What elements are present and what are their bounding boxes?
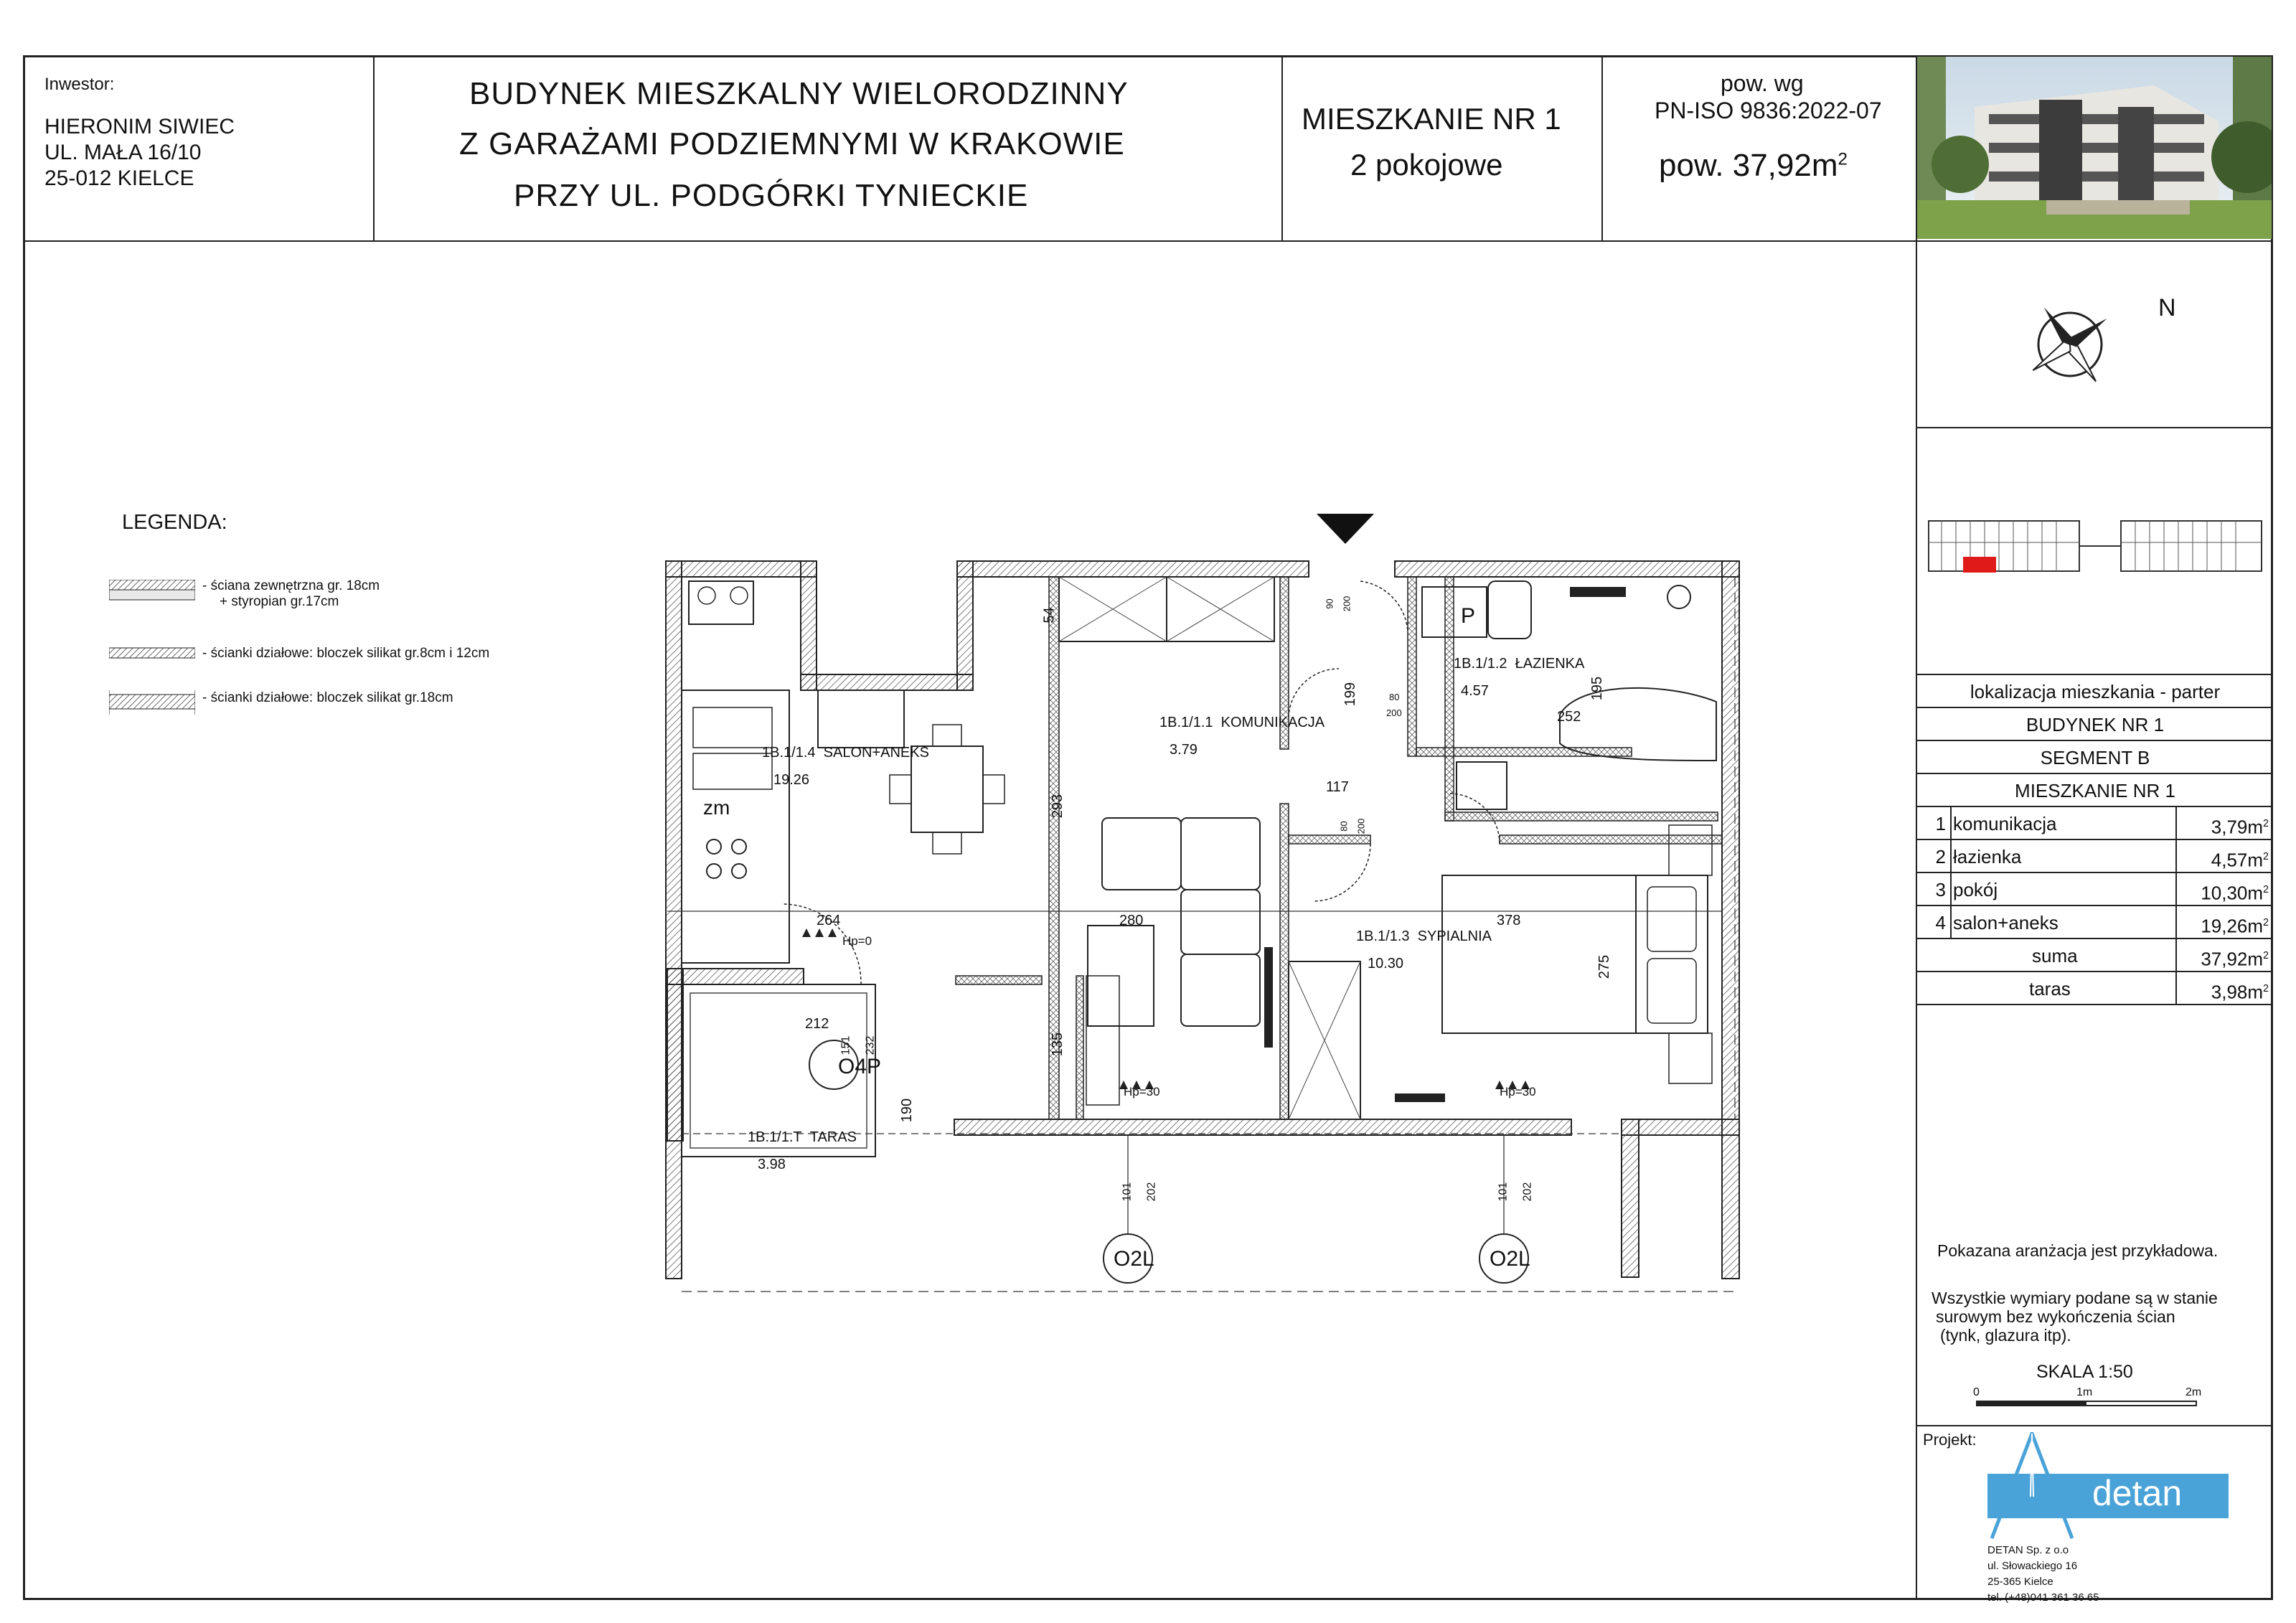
info-building: BUDYNEK NR 1 [1917, 707, 2273, 741]
floor-plan [646, 502, 1751, 1299]
dim-264: 264 [817, 913, 841, 928]
dim-90: 90 [1324, 598, 1335, 609]
room-area: $10,30m^2$ [2201, 882, 2269, 904]
scale-tick-2: 2m [2186, 1386, 2202, 1398]
room-label-sypialnia: 1B.1/1.3 SYPIALNIA [1356, 928, 1492, 944]
dim-80: 80 [1389, 692, 1400, 702]
room-area-taras: 3.98 [758, 1157, 786, 1172]
room-name: komunikacja [1953, 813, 2057, 834]
apartment-title: MIESZKANIE NR 1 [1302, 102, 1561, 136]
company-name: DETAN Sp. z o.o [1987, 1544, 2069, 1556]
info-segment: SEGMENT B [1917, 740, 2273, 774]
title-line-2: Z GARAŻAMI PODZIEMNYMI W KRAKOWIE [459, 126, 1125, 161]
scale-label: SKALA 1:50 [2036, 1362, 2133, 1382]
entrance-arrow-icon [1317, 514, 1374, 544]
area-label-2: PN-ISO 9836:2022-07 [1655, 98, 1882, 123]
dim-202-b: 202 [1521, 1182, 1534, 1202]
dim-252: 252 [1557, 709, 1581, 725]
legend-item-3: - ścianki działowe: bloczek silikat gr.18cm [202, 690, 453, 705]
area-value [1659, 148, 1848, 184]
room-row-4 [1917, 905, 2273, 939]
legend-title: LEGENDA: [122, 511, 227, 534]
dim-117: 117 [1326, 779, 1349, 795]
hp-label-terrace-door: Hp=0 [842, 934, 872, 948]
terrace-value: $3,98m^2$ [2211, 981, 2269, 1003]
legend-item-1-line-1: - ściana zewnętrzna gr. 18cm [202, 578, 380, 593]
dim-378: 378 [1497, 913, 1521, 928]
scale-bar [1976, 1401, 2197, 1406]
dim-280: 280 [1119, 913, 1144, 928]
room-name: łazienka [1953, 846, 2022, 867]
investor-label: Inwestor: [44, 75, 115, 94]
scale-tick-1: 1m [2076, 1386, 2093, 1398]
dim-80-b: 80 [1338, 821, 1350, 832]
table-bottom-line [1917, 1004, 2273, 1005]
area-label-1: pow. wg [1721, 70, 1804, 96]
dim-200-c: 200 [1355, 818, 1367, 834]
window-o2l-b: O2L [1490, 1247, 1530, 1271]
sum-value: $37,92m^2$ [2201, 948, 2269, 970]
building-rendering-image [1917, 57, 2272, 239]
note-dims-3: (tynk, glazura itp). [1940, 1326, 2071, 1345]
terrace-label: taras [2029, 978, 2071, 999]
dim-212: 212 [805, 1016, 829, 1032]
room-no: 3 [1935, 879, 1946, 900]
keyplan-top-line [1917, 427, 2273, 428]
room-area: $4,57m^2$ [2211, 849, 2269, 871]
room-area-komunikacja: 3.79 [1170, 742, 1198, 758]
dim-199: 199 [1342, 682, 1359, 707]
room-name: pokój [1953, 879, 1998, 900]
note-dims-1: Wszystkie wymiary podane są w stanie [1932, 1289, 2218, 1307]
area-value-text: pow. 37,92m [1659, 148, 1838, 183]
terrace-row [1917, 971, 2273, 1005]
room-label-komunikacja: 1B.1/1.1 KOMUNIKACJA [1159, 715, 1325, 730]
legend-swatch-exterior [109, 580, 195, 601]
header-col-3 [1601, 55, 1603, 240]
hp-label-window-b: Hp=30 [1500, 1085, 1536, 1099]
window-o4p: O4P [838, 1055, 882, 1078]
dim-101-b: 101 [1497, 1182, 1510, 1202]
room-area-lazienka: 4.57 [1461, 683, 1489, 699]
room-area: $19,26m^2$ [2201, 915, 2269, 937]
dim-293: 293 [1050, 794, 1066, 819]
note-dims-2: surowym bez wykończenia ścian [1936, 1307, 2175, 1326]
project-top-line [1917, 1425, 2273, 1426]
info-apartment: MIESZKANIE NR 1 [1917, 773, 2273, 807]
compass-top-line [1917, 240, 2273, 242]
room-label-salon: 1B.1/1.4 SALON+ANEKS [762, 745, 929, 761]
dim-232: 232 [864, 1035, 877, 1055]
apartment-rooms: 2 pokojowe [1350, 148, 1503, 182]
legend-swatch-partition-thick [109, 690, 195, 716]
room-row-1 [1917, 806, 2273, 840]
room-label-taras: 1B.1/1.T TARAS [748, 1129, 857, 1145]
dim-101-a: 101 [1121, 1182, 1134, 1202]
info-location: lokalizacja mieszkania - parter [1917, 674, 2273, 708]
window-o2l-a: O2L [1114, 1247, 1154, 1271]
room-no: 1 [1935, 813, 1946, 834]
scale-tick-0: 0 [1973, 1386, 1980, 1398]
dim-200: 200 [1341, 596, 1352, 612]
sum-label: suma [2032, 945, 2078, 966]
company-phone: tel. (+48)041 361 36 65 [1987, 1591, 2099, 1604]
room-no: 4 [1935, 912, 1946, 933]
room-no: 2 [1935, 846, 1946, 867]
company-city: 25-365 Kielce [1987, 1576, 2053, 1588]
title-line-1: BUDYNEK MIESZKALNY WIELORODZINNY [469, 76, 1129, 111]
company-street: ul. Słowackiego 16 [1987, 1560, 2078, 1572]
gas-meter-label: zm [703, 796, 730, 819]
legend-item-2: - ścianki działowe: bloczek silikat gr.8cm i 12cm [202, 646, 490, 661]
project-label: Projekt: [1923, 1431, 1977, 1449]
detan-logo-text: detan [2092, 1473, 2183, 1513]
room-label-lazienka: 1B.1/1.2 ŁAZIENKA [1454, 656, 1585, 672]
investor-city: 25-012 KIELCE [44, 166, 194, 190]
header-col-2 [1281, 55, 1283, 240]
legend-swatch-partition-thin [109, 647, 195, 659]
room-name: salon+aneks [1953, 912, 2059, 933]
room-row-3 [1917, 872, 2273, 906]
note-example: Pokazana aranżacja jest przykładowa. [1937, 1241, 2219, 1260]
investor-name: HIERONIM SIWIEC [44, 115, 235, 138]
title-line-3: PRZY UL. PODGÓRKI TYNIECKIE [514, 178, 1029, 213]
dim-275: 275 [1596, 954, 1613, 979]
header-col-1 [373, 55, 375, 240]
dim-202-a: 202 [1145, 1182, 1158, 1202]
dim-190: 190 [899, 1098, 916, 1123]
dim-151: 151 [839, 1035, 852, 1055]
area-value-sup: 2 [1838, 149, 1848, 169]
parking-sign: P [1461, 604, 1476, 628]
dim-135: 135 [1050, 1032, 1066, 1057]
room-area-salon: 19.26 [773, 772, 810, 788]
room-area-sypialnia: 10.30 [1368, 956, 1404, 972]
investor-street: UL. MAŁA 16/10 [44, 141, 202, 164]
dim-195: 195 [1589, 676, 1606, 701]
compass-rose-icon [2023, 298, 2117, 391]
dim-54: 54 [1041, 607, 1058, 624]
hp-label-window-a: Hp=30 [1124, 1085, 1160, 1099]
room-area: $3,79m^2$ [2211, 816, 2269, 838]
dim-200-b: 200 [1386, 707, 1402, 718]
compass-north-label: N [2158, 294, 2176, 321]
site-key-plan [1927, 514, 2264, 578]
legend-item-1-line-2: + styropian gr.17cm [220, 594, 339, 609]
sum-row [1917, 938, 2273, 972]
room-row-2 [1917, 839, 2273, 873]
highlighted-apartment [1963, 557, 1996, 573]
